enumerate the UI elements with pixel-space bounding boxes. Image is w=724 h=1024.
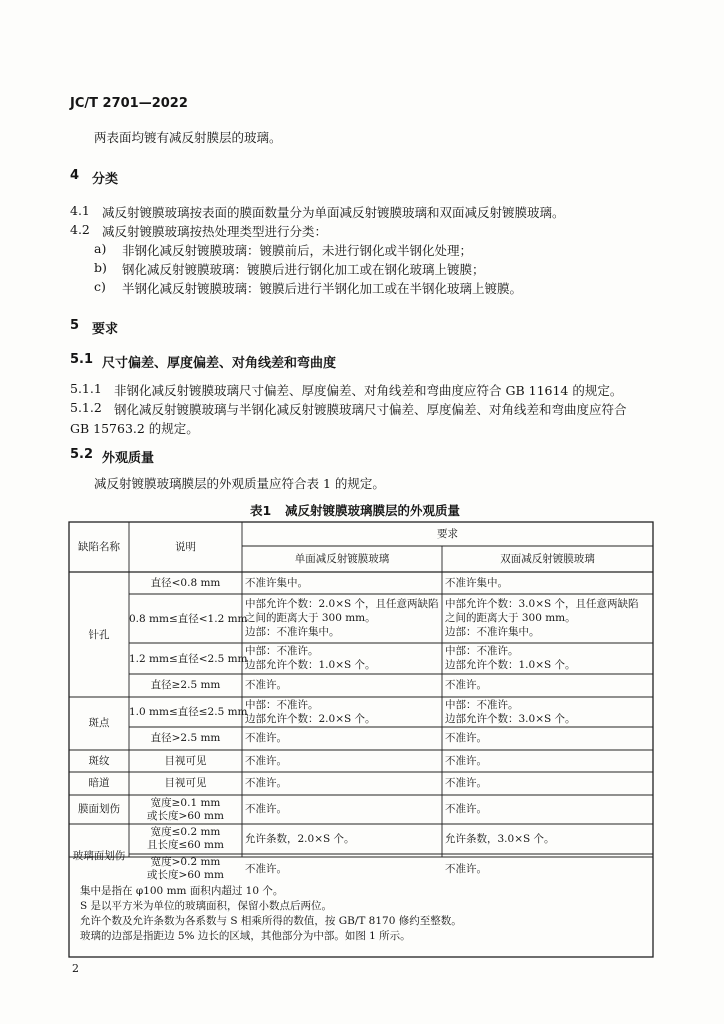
subsection-5-2-text: 减反射镀膜玻璃膜层的外观质量应符合表 1 的规定。 bbox=[94, 476, 385, 491]
row7-single: 不准许。 bbox=[245, 755, 287, 767]
row2-single-line2: 之间的距离大于 300 mm。 bbox=[245, 612, 376, 624]
row1-double: 不准许集中。 bbox=[445, 577, 508, 589]
row5-single-line2: 边部允许个数：2.0×S 个。 bbox=[245, 713, 376, 725]
clause-4-1-number: 4.1 bbox=[70, 203, 90, 218]
defect-glass-scratch: 玻璃面划伤 bbox=[72, 850, 126, 862]
subsection-5-2-title: 外观质量 bbox=[102, 451, 155, 466]
row8-single: 不准许。 bbox=[245, 777, 287, 789]
defect-streak: 斑纹 bbox=[88, 755, 110, 767]
row4-double: 不准许。 bbox=[445, 679, 487, 691]
row11-double: 不准许。 bbox=[445, 863, 487, 875]
row2-single-line3: 边部：不准许集中。 bbox=[245, 626, 340, 638]
defect-dark-line: 暗道 bbox=[88, 777, 110, 789]
table-header-defect: 缺陷名称 bbox=[78, 541, 120, 553]
defect-film-scratch: 膜面划伤 bbox=[78, 803, 120, 815]
table-note: S 是以平方米为单位的玻璃面积，保留小数点后两位。 bbox=[80, 900, 333, 912]
table-header-single: 单面减反射镀膜玻璃 bbox=[294, 553, 390, 565]
row10-description-line2: 且长度≤60 mm bbox=[147, 839, 224, 851]
table-header-requirement: 要求 bbox=[437, 528, 458, 540]
row4-description: 直径≥2.5 mm bbox=[150, 679, 221, 691]
row5-single-line1: 中部：不准许。 bbox=[245, 699, 319, 711]
row10-description-line1: 宽度≤0.2 mm bbox=[150, 826, 221, 838]
row8-double: 不准许。 bbox=[445, 777, 487, 789]
subsection-5-1-title: 尺寸偏差、厚度偏差、对角线差和弯曲度 bbox=[102, 356, 337, 371]
row4-single: 不准许。 bbox=[245, 679, 287, 691]
row3-description: 1.2 mm≤直径<2.5 mm bbox=[129, 653, 248, 665]
list-item: 半钢化减反射镀膜玻璃：镀膜后进行半钢化加工或在半钢化玻璃上镀膜。 bbox=[122, 281, 523, 296]
row9-description-line1: 宽度≥0.1 mm bbox=[150, 797, 221, 809]
table-note: 允许个数及允许条数为各系数与 S 相乘所得的数值，按 GB/T 8170 修约至整数。 bbox=[80, 915, 462, 927]
row2-double-line3: 边部：不准许集中。 bbox=[445, 626, 540, 638]
clause-5-1-2-text: 钢化减反射镀膜玻璃与半钢化减反射镀膜玻璃尺寸偏差、厚度偏差、对角线差和弯曲度应符合 bbox=[114, 402, 627, 417]
row11-single: 不准许。 bbox=[245, 863, 287, 875]
row8-description: 目视可见 bbox=[164, 777, 207, 789]
row2-description: 0.8 mm≤直径<1.2 mm bbox=[129, 613, 248, 625]
row10-single: 允许条数，2.0×S 个。 bbox=[245, 833, 355, 845]
clause-4-1-text: 减反射镀膜玻璃按表面的膜面数量分为单面减反射镀膜玻璃和双面减反射镀膜玻璃。 bbox=[102, 205, 565, 220]
table-header-double: 双面减反射镀膜玻璃 bbox=[500, 553, 595, 565]
defect-pinhole: 针孔 bbox=[88, 629, 110, 641]
table-note: 玻璃的边部是指距边 5% 边长的区域，其他部分为中部。如图 1 所示。 bbox=[80, 930, 411, 942]
row5-double-line1: 中部：不准许。 bbox=[445, 699, 519, 711]
list-item-label: c) bbox=[94, 279, 106, 294]
clause-5-1-1-number: 5.1.1 bbox=[70, 381, 102, 396]
table-caption-number: 表1 bbox=[250, 503, 272, 518]
subsection-5-1-number: 5.1 bbox=[70, 352, 94, 367]
section-5-number: 5 bbox=[70, 318, 80, 333]
row3-single-line1: 中部：不准许。 bbox=[245, 645, 319, 657]
row2-single-line1: 中部允许个数：2.0×S 个，且任意两缺陷 bbox=[245, 598, 439, 610]
row11-description-line2: 或长度>60 mm bbox=[147, 869, 224, 881]
section-5-title: 要求 bbox=[92, 322, 119, 337]
row6-double: 不准许。 bbox=[445, 732, 487, 744]
row3-double-line1: 中部：不准许。 bbox=[445, 645, 519, 657]
row2-double-line2: 之间的距离大于 300 mm。 bbox=[445, 612, 576, 624]
row1-single: 不准许集中。 bbox=[245, 577, 308, 589]
row5-description: 1.0 mm≤直径≤2.5 mm bbox=[129, 706, 248, 718]
row7-double: 不准许。 bbox=[445, 755, 487, 767]
row1-description: 直径<0.8 mm bbox=[150, 577, 221, 589]
row2-double-line1: 中部允许个数：3.0×S 个，且任意两缺陷 bbox=[445, 598, 639, 610]
row6-single: 不准许。 bbox=[245, 732, 287, 744]
subsection-5-2-number: 5.2 bbox=[70, 447, 94, 462]
section-4-number: 4 bbox=[70, 168, 80, 183]
list-item: 非钢化减反射镀膜玻璃：镀膜前后，未进行钢化或半钢化处理； bbox=[122, 243, 473, 258]
row9-single: 不准许。 bbox=[245, 803, 287, 815]
defect-spot: 斑点 bbox=[88, 717, 110, 729]
clause-5-1-2-number: 5.1.2 bbox=[70, 400, 102, 415]
list-item: 钢化减反射镀膜玻璃：镀膜后进行钢化加工或在钢化玻璃上镀膜； bbox=[122, 262, 485, 277]
table-note: 集中是指在 φ100 mm 面积内超过 10 个。 bbox=[80, 885, 284, 897]
list-item-label: a) bbox=[94, 241, 107, 256]
section-4-title: 分类 bbox=[92, 172, 119, 187]
row9-double: 不准许。 bbox=[445, 803, 487, 815]
page-number: 2 bbox=[72, 962, 79, 975]
row9-description-line2: 或长度>60 mm bbox=[147, 810, 224, 822]
row10-double: 允许条数，3.0×S 个。 bbox=[445, 833, 555, 845]
table-header-description: 说明 bbox=[175, 541, 196, 553]
standard-number: JC/T 2701—2022 bbox=[70, 96, 188, 111]
table-notes bbox=[80, 884, 462, 944]
clause-4-2-text: 减反射镀膜玻璃按热处理类型进行分类： bbox=[102, 224, 328, 239]
clause-5-1-1-text: 非钢化减反射镀膜玻璃尺寸偏差、厚度偏差、对角线差和弯曲度应符合 GB 11614 的规定。 bbox=[114, 383, 623, 398]
clause-4-2-number: 4.2 bbox=[70, 222, 90, 237]
row3-single-line2: 边部允许个数：1.0×S 个。 bbox=[245, 659, 376, 671]
intro-text: 两表面均镀有减反射膜层的玻璃。 bbox=[94, 130, 282, 145]
row11-description-line1: 宽度>0.2 mm bbox=[150, 856, 221, 868]
row7-description: 目视可见 bbox=[164, 755, 207, 767]
row3-double-line2: 边部允许个数：1.0×S 个。 bbox=[445, 659, 576, 671]
table-caption-title: 减反射镀膜玻璃膜层的外观质量 bbox=[285, 503, 461, 518]
row5-double-line2: 边部允许个数：3.0×S 个。 bbox=[445, 713, 576, 725]
row6-description: 直径>2.5 mm bbox=[150, 732, 221, 744]
list-item-label: b) bbox=[94, 260, 107, 275]
clause-5-1-2-text-cont: GB 15763.2 的规定。 bbox=[70, 421, 199, 436]
